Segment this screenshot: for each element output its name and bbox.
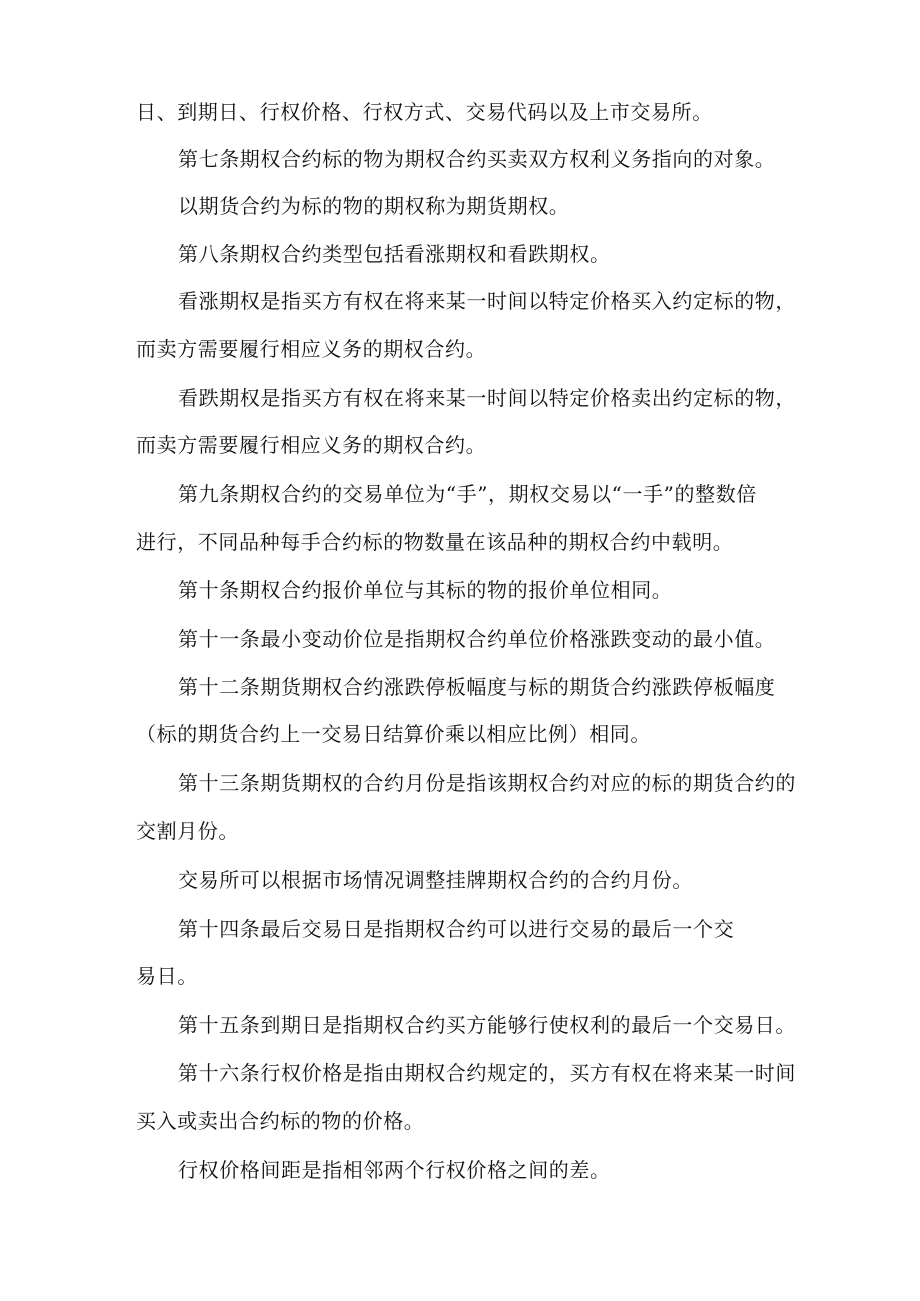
text-line: 以期货合约为标的物的期权称为期货期权。: [178, 194, 570, 218]
text-line: 第十三条期货期权的合约月份是指该期权合约对应的标的期货合约的: [178, 771, 796, 795]
text-line: 第十二条期货期权合约涨跌停板幅度与标的期货合约涨跌停板幅度: [178, 675, 776, 699]
text-line: 第十六条行权价格是指由期权合约规定的，买方有权在将来某一时间: [178, 1061, 796, 1085]
text-line: （标的期货合约上一交易日结算价乘以相应比例）相同。: [136, 722, 651, 746]
text-line: 看跌期权是指买方有权在将来某一时间以特定价格卖出约定标的物，: [178, 386, 796, 410]
text-line: 进行，不同品种每手合约标的物数量在该品种的期权合约中载明。: [136, 530, 734, 554]
text-line: 看涨期权是指买方有权在将来某一时间以特定价格买入约定标的物，: [178, 289, 796, 313]
text-line: 而卖方需要履行相应义务的期权合约。: [136, 337, 487, 361]
text-line: 而卖方需要履行相应义务的期权合约。: [136, 433, 487, 457]
text-line: 第九条期权合约的交易单位为“手”，期权交易以“一手”的整数倍: [178, 482, 757, 506]
text-line: 行权价格间距是指相邻两个行权价格之间的差。: [178, 1158, 611, 1182]
text-line: 易日。: [136, 964, 198, 988]
text-line: 第十四条最后交易日是指期权合约可以进行交易的最后一个交: [178, 917, 735, 941]
text-line: 第十五条到期日是指期权合约买方能够行使权利的最后一个交易日。: [178, 1013, 796, 1037]
text-line: 第十条期权合约报价单位与其标的物的报价单位相同。: [178, 578, 673, 602]
text-line: 第七条期权合约标的物为期权合约买卖双方权利义务指向的对象。: [178, 147, 776, 171]
text-line: 交割月份。: [136, 819, 239, 843]
text-line: 第十一条最小变动价位是指期权合约单位价格涨跌变动的最小值。: [178, 627, 776, 651]
text-line: 买入或卖出合约标的物的价格。: [136, 1109, 425, 1133]
text-line: 交易所可以根据市场情况调整挂牌期权合约的合约月份。: [178, 868, 693, 892]
text-line: 第八条期权合约类型包括看涨期权和看跌期权。: [178, 242, 611, 266]
text-line: 日、到期日、行权价格、行权方式、交易代码以及上市交易所。: [136, 100, 713, 124]
